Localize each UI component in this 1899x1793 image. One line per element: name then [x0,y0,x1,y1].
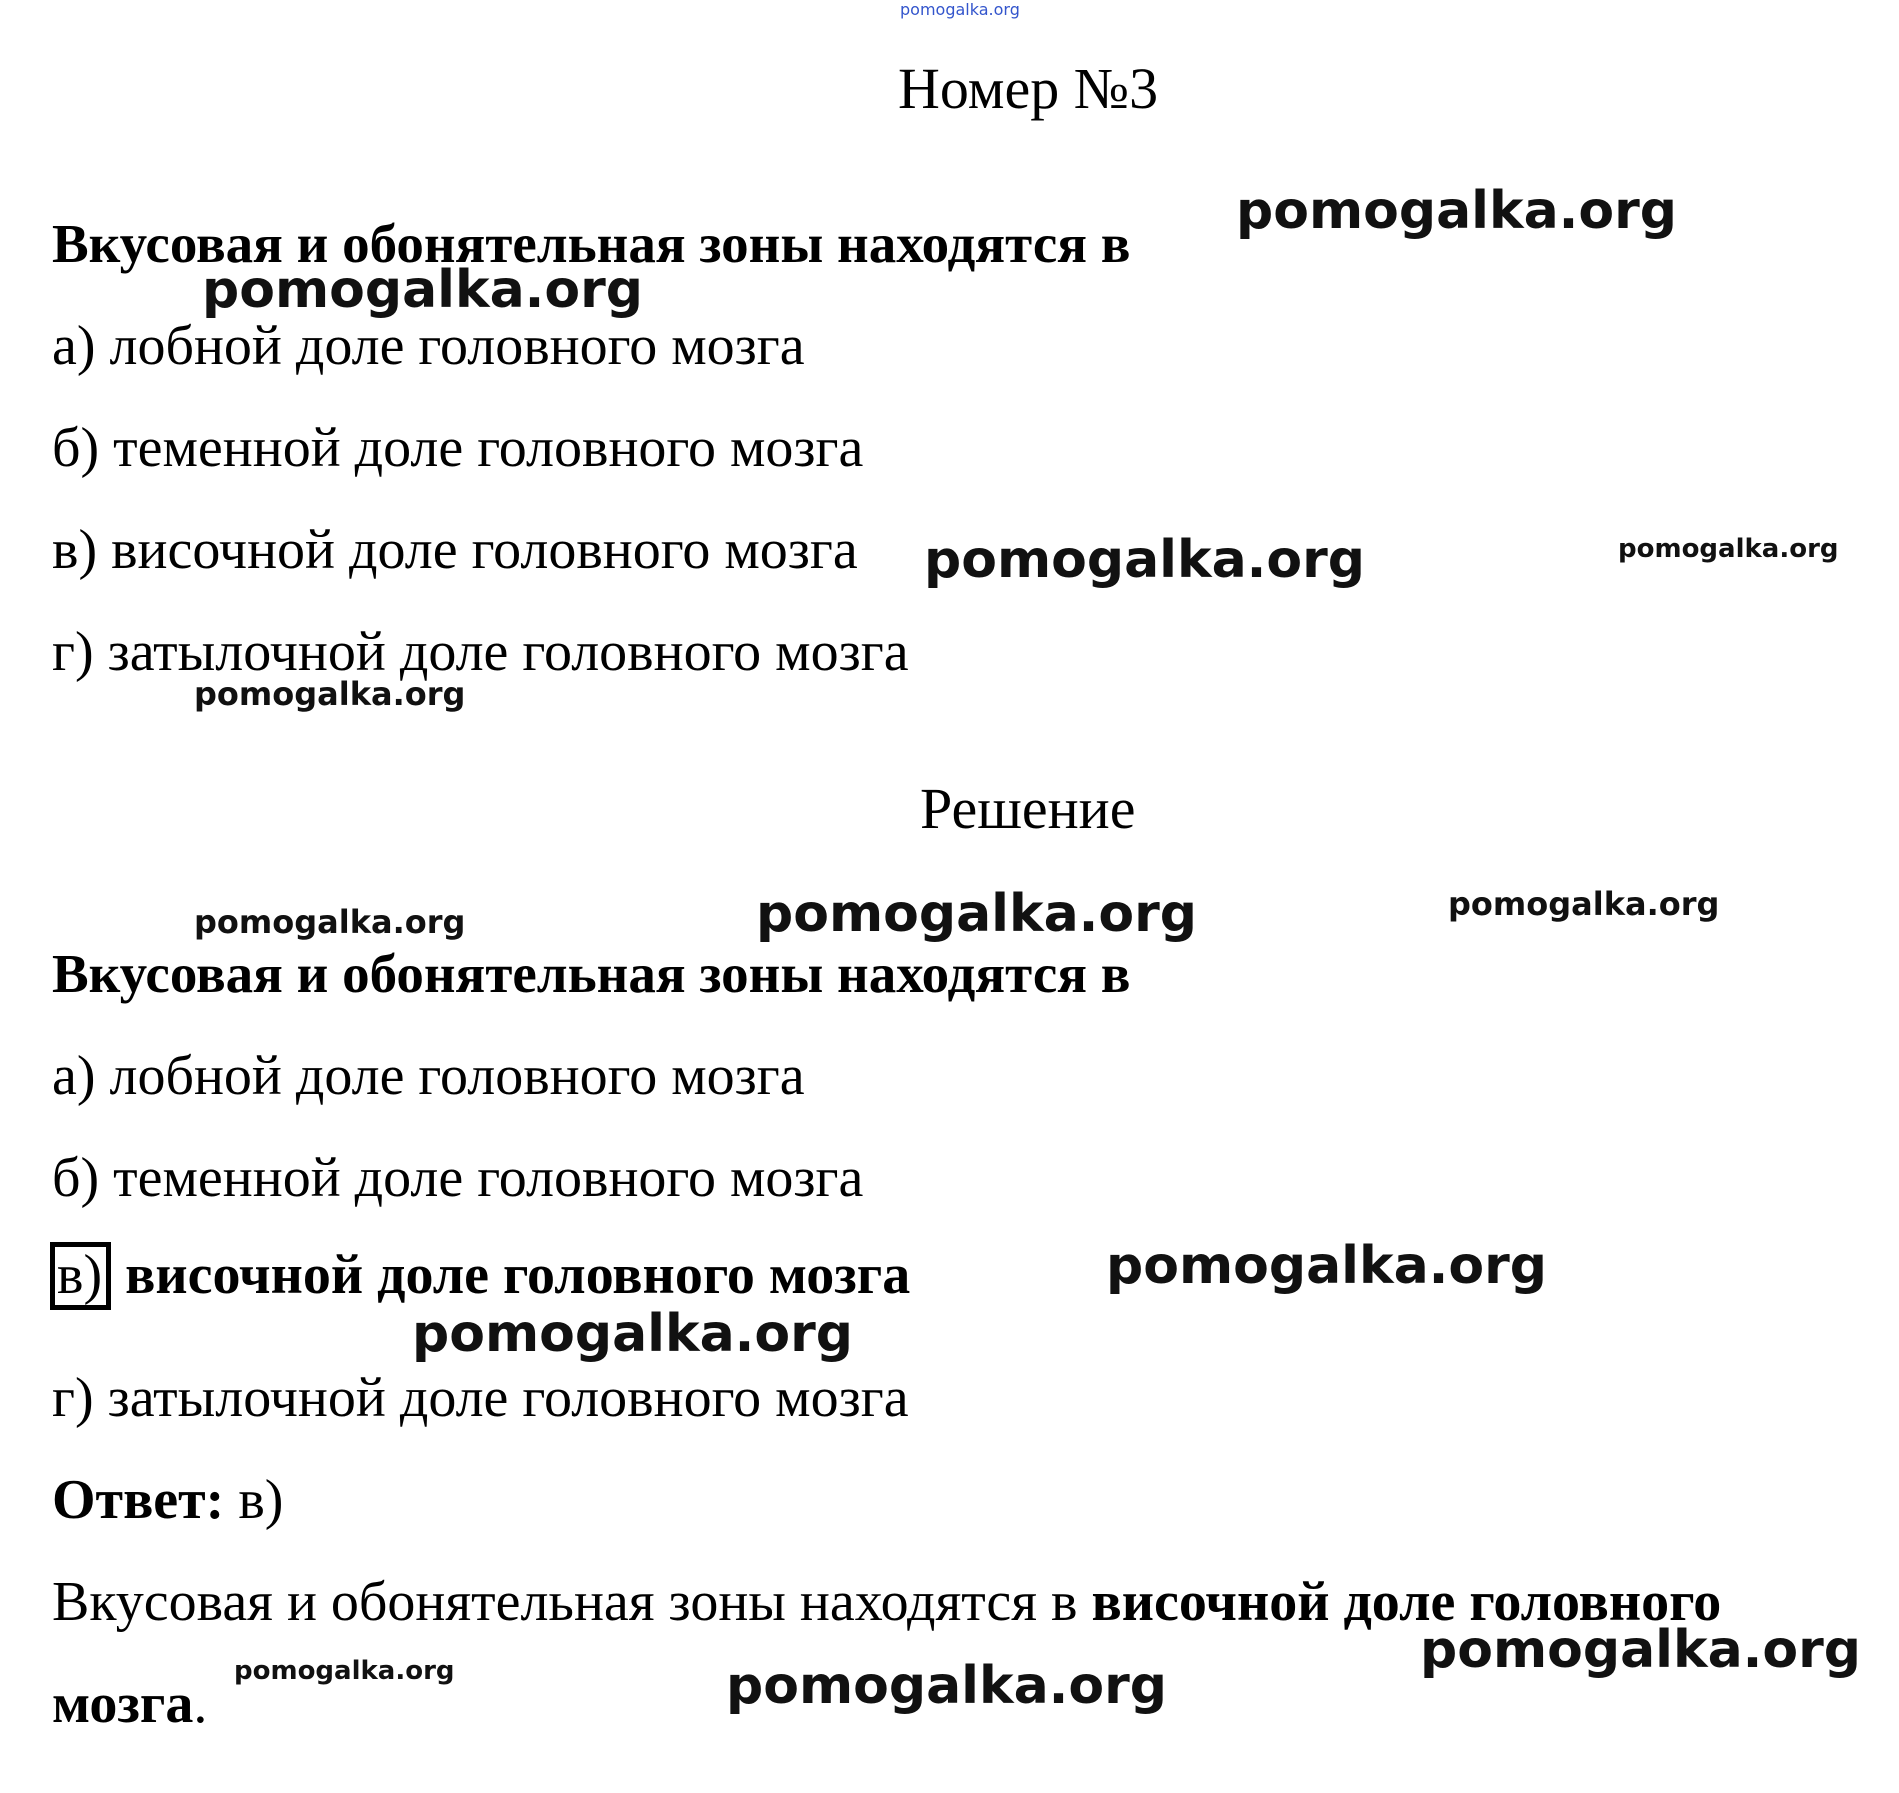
question-text: Вкусовая и обонятельная зоны находятся в [52,213,1131,274]
watermark: pomogalka.org [1106,1236,1548,1296]
solution-option-d: г) затылочной доле головного мозга [52,1367,909,1429]
answer-label: Ответ: [52,1469,225,1531]
option-d: г) затылочной доле головного мозга [52,621,909,683]
watermark: pomogalka.org [1448,885,1720,923]
watermark: pomogalka.org [194,675,466,713]
watermark: pomogalka.org [924,530,1366,590]
conclusion-period: . [193,1673,208,1735]
watermark: pomogalka.org [202,260,644,320]
correct-answer-box: в) [50,1242,111,1310]
correct-option-text: височной доле головного мозга [125,1244,911,1306]
answer-line [52,1469,284,1531]
watermark: pomogalka.org [726,1656,1168,1716]
watermark: pomogalka.org [412,1304,854,1364]
watermark: pomogalka.org [1618,534,1839,564]
conclusion-line-2 [52,1673,208,1735]
answer-value: в) [238,1469,284,1531]
watermark: pomogalka.org [756,884,1198,944]
option-b: б) теменной доле головного мозга [52,417,864,479]
page-title: Номер №3 [898,56,1159,121]
solution-option-a: а) лобной доле головного мозга [52,1045,805,1107]
watermark-top: pomogalka.org [900,0,1020,19]
watermark: pomogalka.org [1420,1620,1862,1680]
conclusion-bold-end: мозга [52,1673,194,1735]
conclusion-bold: височной доле головного [1091,1571,1722,1633]
solution-option-b: б) теменной доле головного мозга [52,1147,864,1209]
watermark: pomogalka.org [194,903,466,941]
option-a: а) лобной доле головного мозга [52,315,805,377]
watermark: pomogalka.org [1236,181,1678,241]
conclusion-plain: Вкусовая и обонятельная зоны находятся в [52,1571,1078,1633]
solution-option-c [50,1242,910,1310]
watermark: pomogalka.org [234,1656,455,1686]
option-c: в) височной доле головного мозга [52,519,858,581]
solution-question-text: Вкусовая и обонятельная зоны находятся в [52,943,1131,1004]
solution-heading: Решение [920,776,1136,841]
